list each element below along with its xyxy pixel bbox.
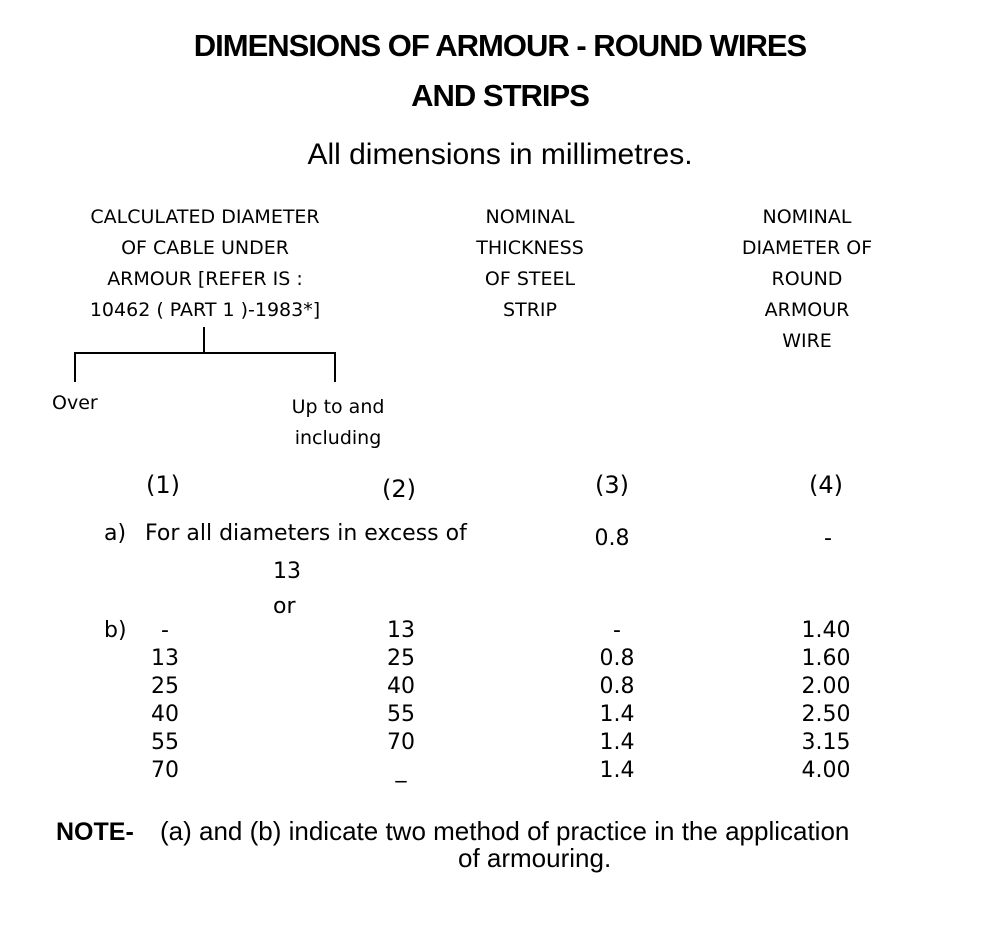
header-col-4-line: WIRE [782, 330, 832, 352]
header-col-3-line: STRIP [503, 299, 557, 321]
header-col-1-line: CALCULATED DIAMETER [90, 206, 320, 228]
table-cell-upto: _ [395, 758, 407, 783]
section-a-label: a) [104, 521, 127, 546]
table-cell-wire: 2.00 [801, 674, 851, 699]
table-cell-wire: 1.40 [801, 618, 851, 643]
table-cell-over: 25 [151, 674, 179, 699]
header-upto-line: Up to and [291, 396, 385, 418]
header-col-3-line: NOMINAL [485, 206, 575, 228]
table-cell-wire: 4.00 [801, 758, 851, 783]
table-cell-over: 70 [151, 758, 179, 783]
table-cell-strip: - [613, 618, 621, 643]
header-col-4 [707, 202, 907, 357]
header-col-3 [430, 202, 630, 326]
table-cell-strip: 0.8 [599, 674, 635, 699]
header-col-1-line: OF CABLE UNDER [121, 237, 289, 259]
page-title-line-1: DIMENSIONS OF ARMOUR - ROUND WIRES [193, 28, 807, 63]
header-col-4-line: NOMINAL [762, 206, 852, 228]
note-line-2: of armouring. [458, 843, 612, 873]
table-cell-upto: 25 [387, 646, 415, 671]
table-cell-upto: 70 [387, 730, 415, 755]
table-cell-strip: 0.8 [599, 646, 635, 671]
bracket-right-leg [334, 352, 336, 382]
table-cell-strip: 1.4 [599, 730, 635, 755]
table-cell-over: 55 [151, 730, 179, 755]
table-cell-strip: 1.4 [599, 702, 635, 727]
header-col-1 [55, 202, 355, 326]
bracket-stem [203, 327, 205, 354]
column-number-1: (1) [146, 471, 180, 499]
header-col-4-line: ARMOUR [764, 299, 850, 321]
note-line-1: (a) and (b) indicate two method of practice in the application [160, 816, 850, 846]
bracket-bar [74, 352, 336, 354]
note-label: NOTE- [56, 818, 134, 846]
section-a-strip: 0.8 [594, 526, 630, 551]
section-b-label: b) [104, 618, 127, 643]
table-cell-over: 13 [151, 646, 179, 671]
header-col-1-line: 10462 ( PART 1 )-1983*] [89, 299, 321, 321]
column-number-2: (2) [382, 475, 416, 503]
section-a-wire: - [824, 526, 832, 551]
table-cell-strip: 1.4 [599, 758, 635, 783]
table-cell-over: - [161, 618, 169, 643]
section-a-value: 13 [273, 559, 301, 584]
header-col-4-line: ROUND [771, 268, 843, 290]
page-subtitle: All dimensions in millimetres. [307, 138, 693, 171]
header-over: Over [52, 392, 98, 414]
or-text: or [273, 594, 296, 619]
section-a-text: For all diameters in excess of [145, 521, 467, 546]
header-col-3-line: OF STEEL [484, 268, 576, 290]
table-cell-upto: 40 [387, 674, 415, 699]
column-number-4: (4) [809, 471, 843, 499]
header-col-4-line: DIAMETER OF [741, 237, 873, 259]
header-col-1-line: ARMOUR [REFER IS : [107, 268, 303, 290]
table-cell-wire: 1.60 [801, 646, 851, 671]
column-number-3: (3) [595, 471, 629, 499]
table-cell-wire: 3.15 [801, 730, 851, 755]
header-col-3-line: THICKNESS [476, 237, 584, 259]
page-title-line-2: AND STRIPS [411, 78, 589, 113]
bracket-left-leg [74, 352, 76, 382]
table-cell-wire: 2.50 [801, 702, 851, 727]
table-cell-upto: 55 [387, 702, 415, 727]
header-upto-line: including [294, 427, 382, 449]
header-upto [268, 392, 408, 454]
table-cell-over: 40 [151, 702, 179, 727]
table-cell-upto: 13 [387, 618, 415, 643]
